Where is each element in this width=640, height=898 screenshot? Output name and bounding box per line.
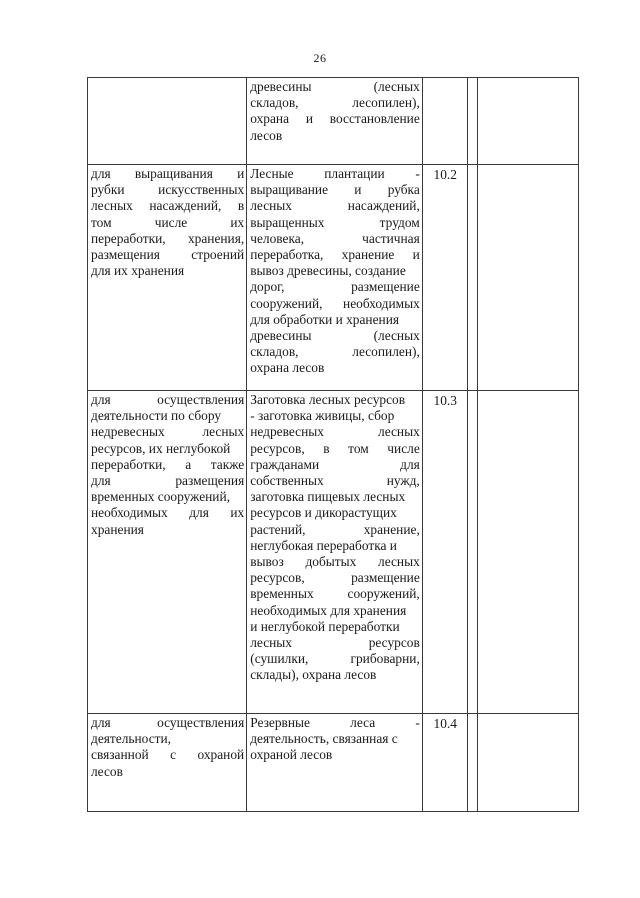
land-use-description-line — [250, 538, 420, 554]
word: хранение, — [363, 521, 420, 537]
word: в — [323, 440, 330, 456]
word: выращивание — [250, 182, 329, 198]
word: лесных — [91, 198, 133, 214]
word: их — [230, 214, 245, 230]
empty-cell — [477, 165, 578, 391]
word: ресурсов, — [250, 570, 305, 586]
word: древесины — [250, 79, 312, 94]
word: насаждений, — [149, 198, 222, 214]
land-use-description-line — [250, 489, 420, 505]
land-use-description-line — [250, 603, 420, 619]
land-use-description-line — [250, 166, 420, 182]
empty-cell — [467, 78, 477, 165]
land-use-description-line — [250, 128, 420, 144]
land-use-name-line — [91, 522, 244, 538]
word: и — [305, 111, 313, 127]
word: - — [415, 166, 420, 181]
word: - — [415, 715, 420, 730]
word: для — [400, 456, 420, 472]
land-use-description-line — [250, 473, 420, 489]
land-use-description-line — [250, 79, 420, 95]
word: вывоз древесины, создание — [250, 263, 406, 279]
word: (лесных — [373, 79, 420, 94]
word: необходимых — [343, 295, 420, 311]
word: для — [91, 715, 111, 730]
word: частичная — [362, 230, 420, 246]
word: плантации — [324, 166, 385, 181]
land-use-name-line — [91, 215, 244, 231]
word: древесины — [250, 328, 312, 344]
word: ресурсов, их неглубокой — [91, 440, 231, 456]
land-use-description-line — [250, 231, 420, 247]
word: добытых — [305, 554, 357, 570]
land-use-description-line — [250, 344, 420, 360]
word: ресурсов, — [250, 440, 305, 456]
land-use-description-line — [250, 247, 420, 263]
word: (сушилки, — [250, 651, 309, 667]
word: переработки, — [91, 456, 166, 472]
land-use-description-line — [250, 360, 420, 376]
empty-cell — [477, 714, 578, 812]
word: хранения, — [187, 230, 245, 246]
word: лесов — [91, 763, 123, 779]
empty-cell — [467, 391, 477, 714]
land-use-name — [91, 715, 244, 780]
word: их — [230, 505, 245, 521]
word: дорог, — [250, 279, 285, 295]
word: необходимых — [91, 505, 168, 521]
word: лесных — [202, 424, 245, 440]
table-row — [88, 391, 579, 714]
word: Заготовка лесных ресурсов — [250, 392, 406, 407]
land-use-description-cell — [247, 391, 423, 714]
land-use-description-cell — [247, 714, 423, 812]
land-use-description-line — [250, 570, 420, 586]
empty-cell — [477, 78, 578, 165]
land-use-name-line — [91, 441, 244, 457]
land-use-name-line — [91, 473, 244, 489]
word: лесов — [250, 127, 283, 143]
word: гражданами — [250, 456, 320, 472]
land-use-name-line — [91, 231, 244, 247]
classifier-code: 10.4 — [433, 716, 457, 731]
land-use-name-cell — [88, 391, 247, 714]
land-use-table — [87, 77, 579, 812]
word: лесных — [250, 635, 292, 651]
empty-cell — [467, 165, 477, 391]
land-use-description — [250, 79, 420, 144]
word: и — [354, 182, 362, 198]
word: переработка, — [250, 247, 324, 263]
word: заготовка пищевых лесных — [250, 489, 406, 505]
word: для обработки и хранения — [250, 311, 400, 327]
land-use-description-cell — [247, 165, 423, 391]
land-use-name-line — [91, 715, 244, 731]
word: лесопилен), — [352, 344, 420, 360]
land-use-name — [91, 392, 244, 538]
word: складов, — [250, 344, 299, 360]
word: том — [91, 214, 112, 230]
land-use-name-line — [91, 166, 244, 182]
land-use-description-line — [250, 505, 420, 521]
land-use-description-line — [250, 111, 420, 127]
empty-cell — [467, 714, 477, 812]
word: выращенных — [250, 214, 325, 230]
land-use-name-line — [91, 764, 244, 780]
word: для — [189, 505, 209, 521]
land-use-name-line — [91, 424, 244, 440]
word: осуществления — [157, 392, 245, 407]
land-use-description-line — [250, 198, 420, 214]
word: - заготовка живицы, сбор — [250, 408, 395, 424]
word: охраной лесов — [250, 747, 333, 763]
word: строений — [191, 247, 245, 263]
classifier-code-cell — [422, 391, 467, 714]
word: Лесные — [250, 166, 294, 181]
word: для — [91, 392, 111, 407]
word: ресурсов — [368, 635, 420, 651]
land-use-description-line — [250, 619, 420, 635]
word: размещения — [91, 247, 160, 263]
word: с — [170, 747, 177, 763]
word: рубка — [387, 182, 420, 198]
word: размещение — [351, 279, 420, 295]
land-use-description-line — [250, 747, 420, 763]
land-use-name-line — [91, 247, 244, 263]
word: размещение — [351, 570, 420, 586]
word: деятельности, — [91, 731, 172, 747]
land-use-description-line — [250, 328, 420, 344]
word: растений, — [250, 521, 306, 537]
word: лесных — [378, 554, 420, 570]
word: лесных — [378, 424, 420, 440]
word: охрана — [250, 111, 290, 127]
word: переработки, — [91, 230, 166, 246]
word: складов, — [250, 95, 299, 111]
land-use-name-line — [91, 392, 244, 408]
word: в — [237, 198, 245, 214]
word: лесных — [250, 198, 292, 214]
land-use-description-line — [250, 296, 420, 312]
land-use-description-line — [250, 279, 420, 295]
land-use-name-line — [91, 457, 244, 473]
land-use-description-line — [250, 554, 420, 570]
word: недревесных — [91, 424, 165, 440]
word: охраной — [197, 747, 245, 763]
word: временных сооружений, — [91, 489, 230, 505]
page-number: 26 — [313, 51, 327, 65]
word: временных — [250, 586, 314, 602]
word: также — [210, 456, 245, 472]
land-use-name-line — [91, 731, 244, 747]
land-use-description-line — [250, 651, 420, 667]
word: рубки — [91, 182, 125, 198]
land-use-description-line — [250, 392, 420, 408]
land-use-description-line — [250, 263, 420, 279]
word: искусственных — [158, 182, 245, 198]
land-use-name-line — [91, 263, 244, 279]
word: и — [412, 247, 420, 263]
word: (лесных — [373, 328, 420, 344]
word: ресурсов и дикорастущих — [250, 505, 397, 521]
word: числе — [387, 440, 420, 456]
land-use-name-line — [91, 505, 244, 521]
table-row — [88, 165, 579, 391]
empty-cell — [477, 391, 578, 714]
word: трудом — [379, 214, 420, 230]
word: и — [237, 166, 245, 181]
land-use-name-cell — [88, 165, 247, 391]
land-use-description — [250, 166, 420, 377]
land-use-description-line — [250, 522, 420, 538]
word: Резервные — [250, 715, 310, 730]
land-use-name-line — [91, 182, 244, 198]
land-use-description — [250, 392, 420, 684]
word: хранение — [341, 247, 395, 263]
word: деятельность, связанная с — [250, 731, 398, 747]
word: связанной — [91, 747, 149, 763]
word: размещения — [175, 473, 245, 489]
land-use-name — [91, 166, 244, 279]
land-use-name-line — [91, 408, 244, 424]
land-use-description-line — [250, 424, 420, 440]
word: сооружений, — [347, 586, 420, 602]
land-use-description-line — [250, 215, 420, 231]
land-use-description-line — [250, 635, 420, 651]
word: и неглубокой переработки — [250, 618, 400, 634]
word: выращивания — [134, 166, 213, 181]
word: для — [91, 166, 111, 181]
word: том — [348, 440, 369, 456]
land-use-description-line — [250, 182, 420, 198]
land-use-description-line — [250, 312, 420, 328]
classifier-code-cell — [422, 714, 467, 812]
word: осуществления — [157, 715, 245, 730]
word: а — [185, 456, 192, 472]
word: собственных — [250, 473, 324, 489]
word: вывоз — [250, 554, 284, 570]
word: охрана лесов — [250, 360, 325, 376]
word: склады), охрана лесов — [250, 667, 377, 683]
word: грибоварни, — [350, 651, 420, 667]
word: деятельности по сбору — [91, 408, 222, 424]
land-use-description — [250, 715, 420, 764]
land-use-name-line — [91, 489, 244, 505]
land-use-description-line — [250, 731, 420, 747]
classifier-code: 10.2 — [433, 167, 457, 182]
word: хранения — [91, 521, 144, 537]
word: неглубокая переработка и — [250, 537, 397, 553]
table-row — [88, 78, 579, 165]
word: лесопилен), — [352, 95, 420, 111]
word: для их хранения — [91, 263, 185, 279]
word: сооружений, — [250, 295, 323, 311]
word: восстановление — [329, 111, 420, 127]
classifier-code-cell — [422, 165, 467, 391]
word: необходимых для хранения — [250, 602, 407, 618]
land-use-name-cell — [88, 78, 247, 165]
land-use-description-line — [250, 715, 420, 731]
land-use-name-line — [91, 198, 244, 214]
word: насаждений, — [347, 198, 420, 214]
word: числе — [154, 214, 188, 230]
table-row — [88, 714, 579, 812]
land-use-name-cell — [88, 714, 247, 812]
land-use-description-line — [250, 586, 420, 602]
land-use-description-line — [250, 441, 420, 457]
word: недревесных — [250, 424, 324, 440]
land-use-description-cell — [247, 78, 423, 165]
land-use-description-line — [250, 457, 420, 473]
classifier-code: 10.3 — [433, 393, 457, 408]
land-use-description-line — [250, 95, 420, 111]
word: леса — [350, 715, 376, 730]
word: нужд, — [386, 473, 420, 489]
land-use-description-line — [250, 667, 420, 683]
classifier-code-cell — [422, 78, 467, 165]
word: для — [91, 473, 111, 489]
land-use-name-line — [91, 747, 244, 763]
land-use-description-line — [250, 408, 420, 424]
word: человека, — [250, 230, 305, 246]
